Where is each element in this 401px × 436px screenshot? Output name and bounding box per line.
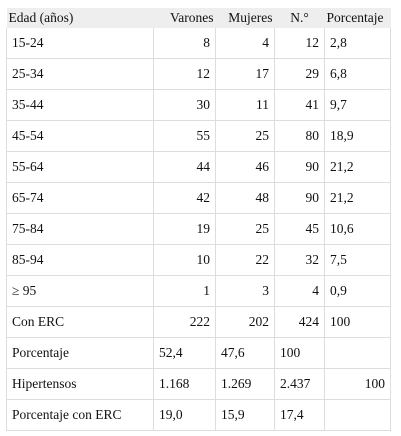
data-table [6, 8, 391, 431]
men-cell: 19 [154, 214, 216, 245]
table-row [7, 90, 391, 121]
percentage-cell: 9,7 [325, 90, 391, 121]
number-cell: 32 [275, 245, 325, 276]
age-cell: 45-54 [7, 121, 154, 152]
women-cell: 1.269 [216, 369, 275, 400]
header-men: Varones [154, 8, 216, 28]
women-cell: 48 [216, 183, 275, 214]
percentage-cell: 10,6 [325, 214, 391, 245]
table-row [7, 369, 391, 400]
table-row [7, 214, 391, 245]
age-cell: Hipertensos [7, 369, 154, 400]
men-cell: 44 [154, 152, 216, 183]
table-header [7, 8, 391, 28]
number-cell: 45 [275, 214, 325, 245]
number-cell: 2.437 [275, 369, 325, 400]
men-cell: 12 [154, 59, 216, 90]
table-row [7, 338, 391, 369]
table-container [6, 8, 390, 431]
men-cell: 19,0 [154, 400, 216, 431]
number-cell: 12 [275, 28, 325, 59]
table-body [7, 28, 391, 431]
number-cell: 90 [275, 152, 325, 183]
women-cell: 25 [216, 121, 275, 152]
men-cell: 52,4 [154, 338, 216, 369]
men-cell: 42 [154, 183, 216, 214]
women-cell: 22 [216, 245, 275, 276]
men-cell: 1 [154, 276, 216, 307]
number-cell: 80 [275, 121, 325, 152]
table-row [7, 152, 391, 183]
age-cell: 15-24 [7, 28, 154, 59]
percentage-cell: 0,9 [325, 276, 391, 307]
percentage-cell: 18,9 [325, 121, 391, 152]
table-row [7, 245, 391, 276]
table-row [7, 28, 391, 59]
women-cell: 11 [216, 90, 275, 121]
header-women: Mujeres [216, 8, 275, 28]
age-cell: 65-74 [7, 183, 154, 214]
women-cell: 25 [216, 214, 275, 245]
women-cell: 17 [216, 59, 275, 90]
age-cell: 75-84 [7, 214, 154, 245]
women-cell: 47,6 [216, 338, 275, 369]
men-cell: 222 [154, 307, 216, 338]
age-cell: 55-64 [7, 152, 154, 183]
table-row [7, 307, 391, 338]
percentage-cell: 100 [325, 307, 391, 338]
number-cell: 424 [275, 307, 325, 338]
women-cell: 46 [216, 152, 275, 183]
header-percentage: Porcentaje [325, 8, 391, 28]
table-row [7, 400, 391, 431]
age-cell: 85-94 [7, 245, 154, 276]
table-row [7, 121, 391, 152]
men-cell: 8 [154, 28, 216, 59]
age-cell: ≥ 95 [7, 276, 154, 307]
number-cell: 4 [275, 276, 325, 307]
age-cell: 35-44 [7, 90, 154, 121]
women-cell: 4 [216, 28, 275, 59]
age-cell: Con ERC [7, 307, 154, 338]
percentage-cell: 2,8 [325, 28, 391, 59]
table-row [7, 183, 391, 214]
women-cell: 202 [216, 307, 275, 338]
table-row [7, 276, 391, 307]
men-cell: 30 [154, 90, 216, 121]
header-age: Edad (años) [7, 8, 154, 28]
number-cell: 90 [275, 183, 325, 214]
percentage-cell [325, 400, 391, 431]
percentage-cell: 6,8 [325, 59, 391, 90]
number-cell: 17,4 [275, 400, 325, 431]
percentage-cell: 100 [325, 369, 391, 400]
number-cell: 29 [275, 59, 325, 90]
percentage-cell: 21,2 [325, 152, 391, 183]
men-cell: 1.168 [154, 369, 216, 400]
percentage-cell: 21,2 [325, 183, 391, 214]
women-cell: 3 [216, 276, 275, 307]
age-cell: 25-34 [7, 59, 154, 90]
age-cell: Porcentaje con ERC [7, 400, 154, 431]
header-number: N.° [275, 8, 325, 28]
percentage-cell [325, 338, 391, 369]
men-cell: 55 [154, 121, 216, 152]
header-row [7, 8, 391, 28]
number-cell: 41 [275, 90, 325, 121]
percentage-cell: 7,5 [325, 245, 391, 276]
age-cell: Porcentaje [7, 338, 154, 369]
table-row [7, 59, 391, 90]
men-cell: 10 [154, 245, 216, 276]
number-cell: 100 [275, 338, 325, 369]
women-cell: 15,9 [216, 400, 275, 431]
